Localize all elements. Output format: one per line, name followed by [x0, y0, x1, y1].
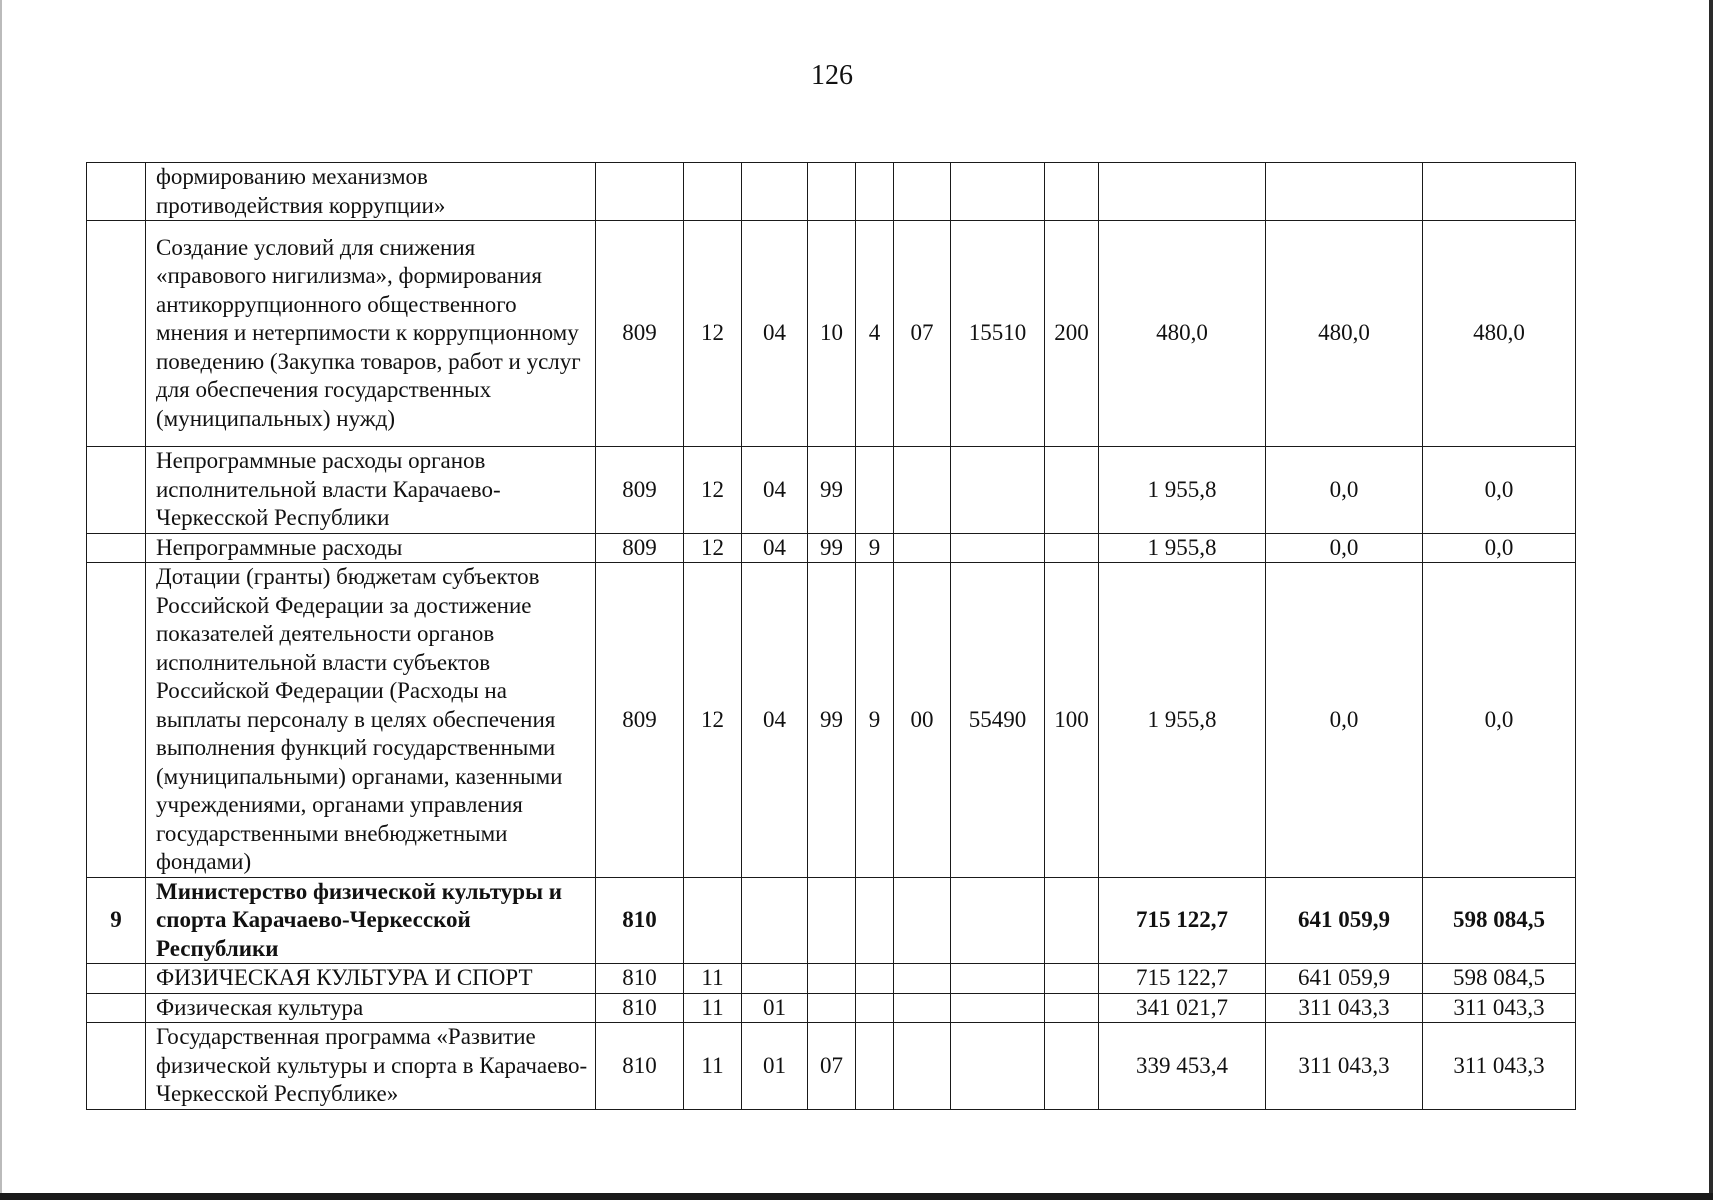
code-program: 99	[808, 447, 856, 534]
amount-year-1: 1 955,8	[1099, 447, 1266, 534]
row-description: Непрограммные расходы	[146, 533, 596, 563]
amount-year-1: 715 122,7	[1099, 964, 1266, 994]
code-section: 12	[684, 533, 742, 563]
code-expense-type: 100	[1045, 563, 1099, 878]
code-event	[894, 964, 951, 994]
code-section: 11	[684, 993, 742, 1023]
code-subprogram: 4	[856, 221, 894, 447]
code-ministry	[596, 163, 684, 221]
code-direction	[951, 163, 1045, 221]
amount-year-3: 311 043,3	[1423, 1023, 1576, 1110]
row-description: Дотации (гранты) бюджетам субъектов Российской Федерации за достижение показателей деятельности органов исполнительной власти субъектов Российской Федерации (Расходы на выплаты персоналу в целях обеспечения выполнения функций государственными (муниципальными) органами, казенными учреждениями, органами управления государственными внебюджетными фондами)	[146, 563, 596, 878]
amount-year-2: 641 059,9	[1266, 964, 1423, 994]
code-subsection	[742, 964, 808, 994]
row-number: 9	[87, 877, 146, 964]
code-ministry: 810	[596, 1023, 684, 1110]
code-expense-type	[1045, 1023, 1099, 1110]
code-subsection	[742, 163, 808, 221]
code-expense-type	[1045, 964, 1099, 994]
code-subprogram	[856, 163, 894, 221]
amount-year-3: 0,0	[1423, 533, 1576, 563]
code-event	[894, 447, 951, 534]
scan-edge-left	[0, 0, 2, 1200]
code-ministry: 809	[596, 533, 684, 563]
code-section: 11	[684, 964, 742, 994]
scan-edge-bottom	[0, 1193, 1713, 1200]
code-program	[808, 964, 856, 994]
amount-year-3: 0,0	[1423, 563, 1576, 878]
code-event	[894, 163, 951, 221]
code-section	[684, 163, 742, 221]
table-row	[87, 964, 1576, 994]
code-ministry: 810	[596, 877, 684, 964]
code-subsection	[742, 877, 808, 964]
table-row	[87, 221, 1576, 447]
table-row	[87, 163, 1576, 221]
code-direction	[951, 447, 1045, 534]
code-subprogram: 9	[856, 533, 894, 563]
row-number	[87, 533, 146, 563]
code-section	[684, 877, 742, 964]
amount-year-3: 598 084,5	[1423, 877, 1576, 964]
amount-year-3: 480,0	[1423, 221, 1576, 447]
code-ministry: 809	[596, 563, 684, 878]
code-subsection: 01	[742, 993, 808, 1023]
amount-year-1	[1099, 163, 1266, 221]
code-subsection: 04	[742, 447, 808, 534]
amount-year-2: 311 043,3	[1266, 993, 1423, 1023]
code-event: 07	[894, 221, 951, 447]
code-program: 99	[808, 533, 856, 563]
amount-year-1: 1 955,8	[1099, 563, 1266, 878]
code-subprogram: 9	[856, 563, 894, 878]
code-subsection: 01	[742, 1023, 808, 1110]
amount-year-1: 1 955,8	[1099, 533, 1266, 563]
code-section: 12	[684, 221, 742, 447]
table-row	[87, 563, 1576, 878]
code-subsection: 04	[742, 533, 808, 563]
row-number	[87, 993, 146, 1023]
code-direction	[951, 533, 1045, 563]
code-direction: 15510	[951, 221, 1045, 447]
code-ministry: 809	[596, 447, 684, 534]
amount-year-3: 311 043,3	[1423, 993, 1576, 1023]
row-description: Непрограммные расходы органов исполнительной власти Карачаево-Черкесской Республики	[146, 447, 596, 534]
code-subsection: 04	[742, 221, 808, 447]
amount-year-2	[1266, 163, 1423, 221]
amount-year-2: 480,0	[1266, 221, 1423, 447]
code-program	[808, 993, 856, 1023]
row-number	[87, 221, 146, 447]
code-event	[894, 1023, 951, 1110]
table-row	[87, 533, 1576, 563]
code-subprogram	[856, 1023, 894, 1110]
row-number	[87, 1023, 146, 1110]
code-program	[808, 163, 856, 221]
code-direction: 55490	[951, 563, 1045, 878]
code-ministry: 810	[596, 964, 684, 994]
row-description: ФИЗИЧЕСКАЯ КУЛЬТУРА И СПОРТ	[146, 964, 596, 994]
code-direction	[951, 1023, 1045, 1110]
table-row	[87, 993, 1576, 1023]
table-row	[87, 1023, 1576, 1110]
amount-year-1: 339 453,4	[1099, 1023, 1266, 1110]
amount-year-1: 341 021,7	[1099, 993, 1266, 1023]
code-section: 12	[684, 447, 742, 534]
code-expense-type	[1045, 163, 1099, 221]
code-subprogram	[856, 877, 894, 964]
page-number: 126	[811, 60, 853, 91]
code-event: 00	[894, 563, 951, 878]
code-subprogram	[856, 993, 894, 1023]
table-row	[87, 877, 1576, 964]
code-ministry: 809	[596, 221, 684, 447]
row-number	[87, 447, 146, 534]
amount-year-2: 0,0	[1266, 447, 1423, 534]
code-expense-type	[1045, 993, 1099, 1023]
code-direction	[951, 964, 1045, 994]
amount-year-2: 311 043,3	[1266, 1023, 1423, 1110]
table-row	[87, 447, 1576, 534]
budget-table	[86, 162, 1576, 1110]
code-subprogram	[856, 447, 894, 534]
code-ministry: 810	[596, 993, 684, 1023]
row-description: Физическая культура	[146, 993, 596, 1023]
row-description: Создание условий для снижения «правового нигилизма», формирования антикоррупционного общественного мнения и нетерпимости к коррупционному поведению (Закупка товаров, работ и услуг для обеспечения государственных (муниципальных) нужд)	[146, 221, 596, 447]
code-event	[894, 533, 951, 563]
amount-year-3: 598 084,5	[1423, 964, 1576, 994]
row-number	[87, 563, 146, 878]
code-program: 07	[808, 1023, 856, 1110]
code-subsection: 04	[742, 563, 808, 878]
row-description: Государственная программа «Развитие физической культуры и спорта в Карачаево-Черкесской Республике»	[146, 1023, 596, 1110]
amount-year-1: 480,0	[1099, 221, 1266, 447]
row-number	[87, 964, 146, 994]
amount-year-2: 0,0	[1266, 533, 1423, 563]
code-expense-type	[1045, 877, 1099, 964]
row-description: формированию механизмов противодействия коррупции»	[146, 163, 596, 221]
code-section: 11	[684, 1023, 742, 1110]
code-direction	[951, 993, 1045, 1023]
row-number	[87, 163, 146, 221]
amount-year-1: 715 122,7	[1099, 877, 1266, 964]
code-direction	[951, 877, 1045, 964]
code-program: 99	[808, 563, 856, 878]
code-event	[894, 877, 951, 964]
amount-year-2: 641 059,9	[1266, 877, 1423, 964]
code-expense-type: 200	[1045, 221, 1099, 447]
code-section: 12	[684, 563, 742, 878]
code-event	[894, 993, 951, 1023]
code-expense-type	[1045, 447, 1099, 534]
amount-year-2: 0,0	[1266, 563, 1423, 878]
amount-year-3	[1423, 163, 1576, 221]
code-subprogram	[856, 964, 894, 994]
amount-year-3: 0,0	[1423, 447, 1576, 534]
scan-edge-right	[1709, 0, 1713, 1200]
code-program	[808, 877, 856, 964]
code-expense-type	[1045, 533, 1099, 563]
code-program: 10	[808, 221, 856, 447]
row-description: Министерство физической культуры и спорта Карачаево-Черкесской Республики	[146, 877, 596, 964]
